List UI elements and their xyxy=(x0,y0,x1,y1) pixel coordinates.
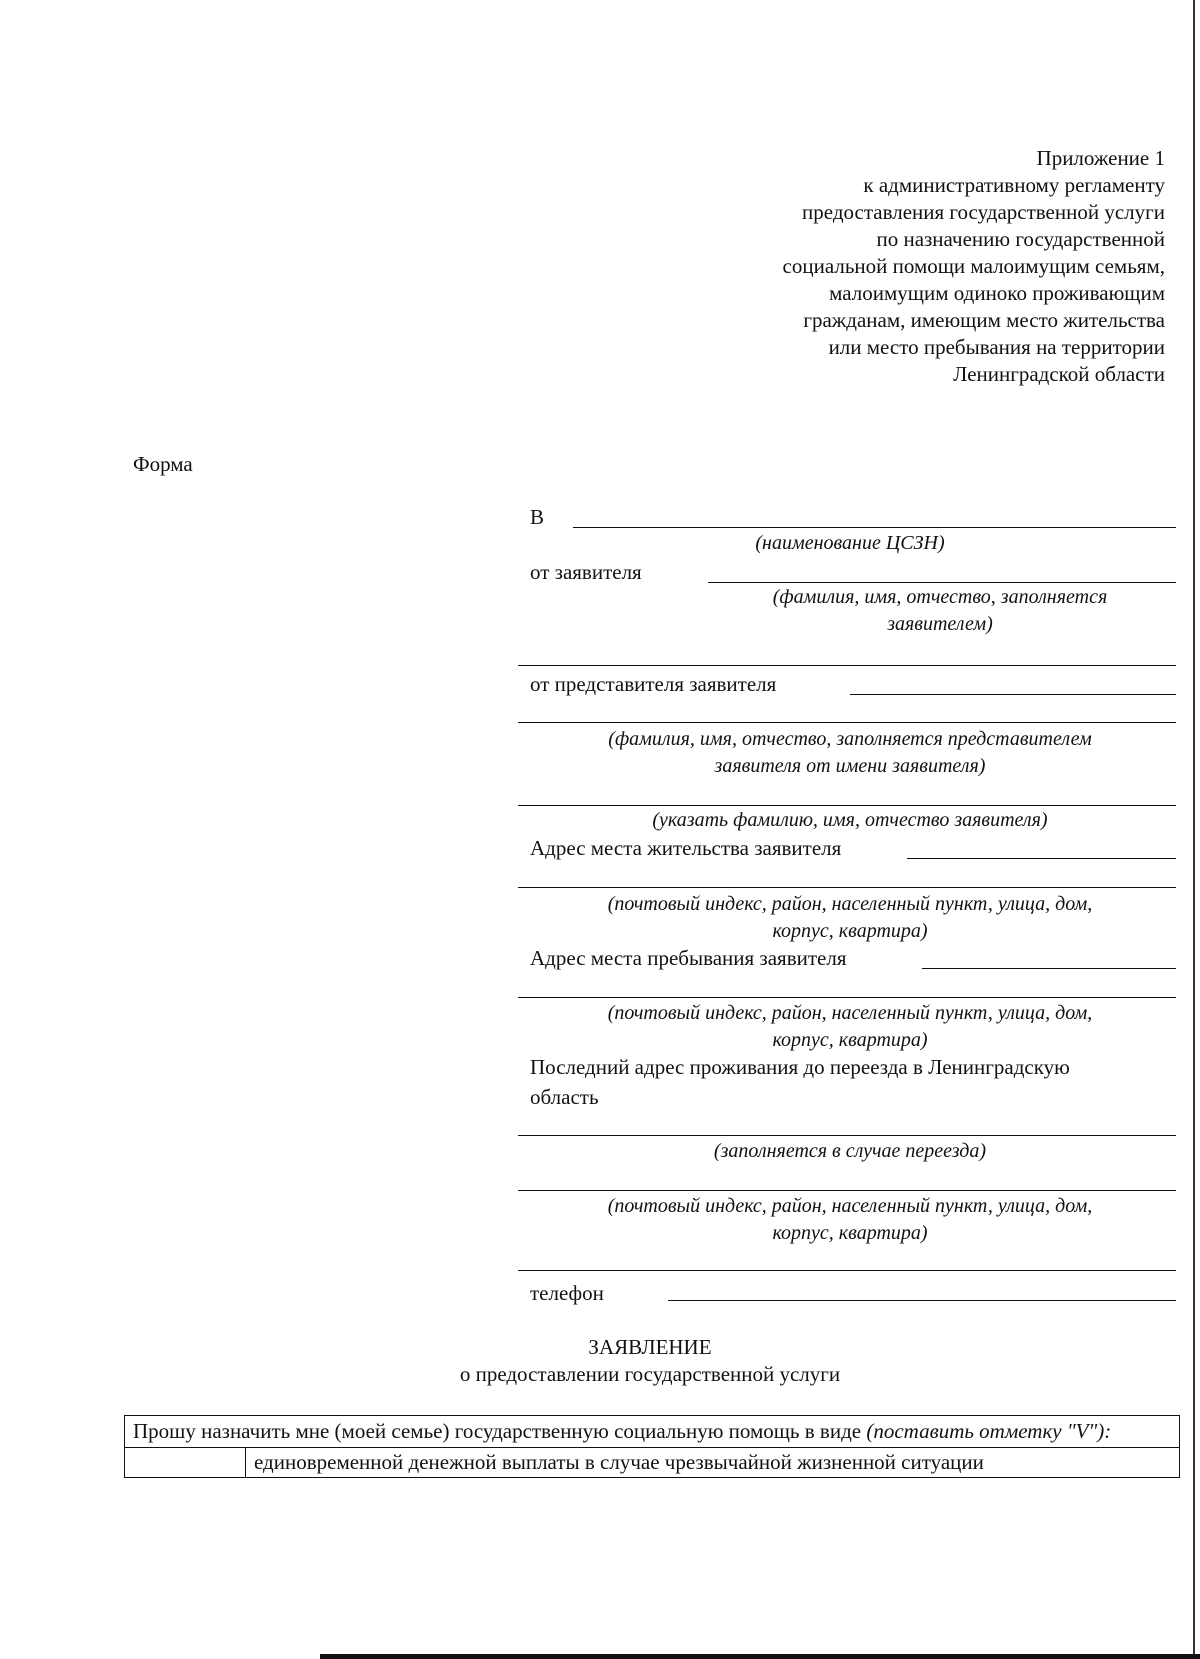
to-field-line[interactable] xyxy=(573,527,1176,528)
applicant-hint xyxy=(700,584,1180,638)
from-applicant-label: от заявителя xyxy=(530,560,642,584)
applicant-fio-line[interactable] xyxy=(518,805,1176,806)
last-address-line-3[interactable] xyxy=(518,1270,1176,1271)
request-intro-text: Прошу назначить мне (моей семье) государственную социальную помощь в виде xyxy=(133,1419,862,1443)
request-table xyxy=(124,1415,1180,1478)
appendix-line: Приложение 1 xyxy=(1036,146,1165,170)
representative-hint xyxy=(520,726,1180,780)
appendix-line: Ленинградской области xyxy=(953,362,1165,386)
statement-subtitle: о предоставлении государственной услуги xyxy=(459,1362,841,1386)
statement-title: ЗАЯВЛЕНИЕ xyxy=(588,1335,712,1359)
applicant-hint-line-2: заявителем) xyxy=(887,613,993,635)
option-checkbox-cell[interactable] xyxy=(125,1448,246,1478)
appendix-line: или место пребывания на территории xyxy=(828,335,1165,359)
scan-bottom-edge xyxy=(320,1654,1200,1659)
stay-address-label: Адрес места пребывания заявителя xyxy=(530,946,847,970)
form-label: Форма xyxy=(133,452,193,476)
to-prefix: В xyxy=(530,505,545,529)
appendix-header xyxy=(660,145,1165,388)
from-representative-label: от представителя заявителя xyxy=(530,672,777,696)
table-row xyxy=(125,1448,1180,1478)
representative-hint-line-2: заявителя от имени заявителя) xyxy=(714,755,986,777)
to-hint: (наименование ЦСЗН) xyxy=(755,532,945,554)
representative-line[interactable] xyxy=(850,694,1176,695)
residence-postal-hint xyxy=(520,891,1180,945)
last-address-line[interactable] xyxy=(518,1135,1176,1136)
applicant-name-line[interactable] xyxy=(708,582,1176,583)
applicant-hint-line-1: (фамилия, имя, отчество, заполняется xyxy=(772,586,1108,608)
request-intro-instruction: (поставить отметку "V"): xyxy=(866,1419,1112,1443)
stay-address-line-2[interactable] xyxy=(518,997,1176,998)
representative-hint-line-1: (фамилия, имя, отчество, заполняется представителем xyxy=(608,728,1092,750)
residence-address-line[interactable] xyxy=(907,858,1176,859)
postal-hint-line-2: корпус, квартира) xyxy=(772,1029,928,1051)
scan-edge xyxy=(1193,0,1195,1659)
last-address-label-line-1: Последний адрес проживания до переезда в Ленинградскую xyxy=(530,1055,1070,1079)
stay-address-line[interactable] xyxy=(922,968,1176,969)
phone-line[interactable] xyxy=(668,1300,1176,1301)
appendix-line: предоставления государственной услуги xyxy=(802,200,1165,224)
last-address-label-line-2: область xyxy=(530,1085,599,1109)
appendix-line: по назначению государственной xyxy=(876,227,1165,251)
postal-hint-line-2: корпус, квартира) xyxy=(772,920,928,942)
residence-address-label: Адрес места жительства заявителя xyxy=(530,836,842,860)
stay-postal-hint xyxy=(520,1000,1180,1054)
applicant-extra-line[interactable] xyxy=(518,665,1176,666)
option-label: единовременной денежной выплаты в случае чрезвычайной жизненной ситуации xyxy=(246,1448,1180,1478)
last-address-line-2[interactable] xyxy=(518,1190,1176,1191)
appendix-line: социальной помощи малоимущим семьям, xyxy=(782,254,1165,278)
representative-line-2[interactable] xyxy=(518,722,1176,723)
postal-hint-line-1: (почтовый индекс, район, населенный пункт, улица, дом, xyxy=(607,1195,1093,1217)
last-postal-hint xyxy=(520,1193,1180,1247)
postal-hint-line-1: (почтовый индекс, район, населенный пункт, улица, дом, xyxy=(607,1002,1093,1024)
applicant-fio-hint: (указать фамилию, имя, отчество заявителя) xyxy=(652,809,1048,831)
postal-hint-line-1: (почтовый индекс, район, населенный пункт, улица, дом, xyxy=(607,893,1093,915)
appendix-line: к административному регламенту xyxy=(863,173,1165,197)
relocation-hint: (заполняется в случае переезда) xyxy=(713,1140,987,1162)
table-row xyxy=(125,1416,1180,1448)
phone-label: телефон xyxy=(530,1281,604,1305)
appendix-line: гражданам, имеющим место жительства xyxy=(803,308,1165,332)
appendix-line: малоимущим одиноко проживающим xyxy=(829,281,1165,305)
request-intro-cell xyxy=(125,1416,1180,1448)
residence-address-line-2[interactable] xyxy=(518,887,1176,888)
postal-hint-line-2: корпус, квартира) xyxy=(772,1222,928,1244)
